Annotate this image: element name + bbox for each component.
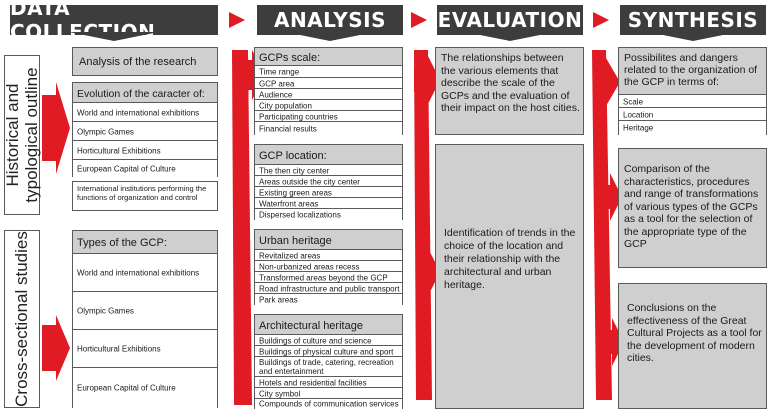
list-item: Participating countries <box>255 110 402 122</box>
list-item: Hotels and residential facilities <box>255 376 402 388</box>
list-item: Areas outside the city center <box>255 175 402 187</box>
list-item: Existing green areas <box>255 186 402 198</box>
evaluation-relationships-box: The relationships between the various elements that describe the scale of the GCPs and the evaluation of their impact on the host cities. <box>435 47 584 135</box>
header-evaluation: EVALUATION <box>437 5 583 35</box>
list-item: Horticultural Exhibitions <box>73 329 217 368</box>
types-title: Types of the GCP: <box>77 237 167 249</box>
list-item: Buildings of trade, catering, recreation and entertainment <box>255 356 402 377</box>
synthesis-possibilities-box: Possibilites and dangers related to the organization of the GCP in terms of: Scale Location Heritage <box>618 47 767 135</box>
list-item: Buildings of physical culture and sport <box>255 345 402 357</box>
list-item: Transformed areas beyond the GCP <box>255 271 402 283</box>
synthesis-conclusions-box: Conclusions on the effectiveness of the Great Cultural Projects as a tool for the development of modern cities. <box>618 283 767 409</box>
list-item: Horticultural Exhibitions <box>73 140 217 160</box>
list-item: Compounds of communication services <box>255 398 402 409</box>
architectural-heritage-box <box>254 314 403 409</box>
list-item: World and international exhibitions <box>73 253 217 292</box>
list-item: City population <box>255 99 402 111</box>
types-box <box>72 230 218 408</box>
institutions-box: International institutions performing the functions of organization and control <box>72 181 218 211</box>
list-item: Non-urbanized areas recess <box>255 260 402 272</box>
evolution-box <box>72 82 218 177</box>
list-item: Road infrastructure and public transport <box>255 282 402 294</box>
gcp-scale-box <box>254 47 403 135</box>
list-item: The then city center <box>255 164 402 176</box>
list-item: Financial results <box>255 121 402 135</box>
gcp-location-box <box>254 144 403 220</box>
list-item: City symbol <box>255 387 402 399</box>
list-item: Revitalized areas <box>255 249 402 261</box>
list-item: World and international exhibitions <box>73 102 217 122</box>
list-item: Olympic Games <box>73 291 217 330</box>
urban-heritage-title: Urban heritage <box>259 235 332 247</box>
list-item: Time range <box>255 65 402 78</box>
list-item: Olympic Games <box>73 121 217 141</box>
list-item: Scale <box>619 94 766 108</box>
list-item: Heritage <box>619 120 766 135</box>
side-label-historical: Historical and typological outline <box>3 67 41 203</box>
list-item: Location <box>619 107 766 121</box>
list-item: European Capital of Culture <box>73 159 217 177</box>
list-item: European Capital of Culture <box>73 367 217 408</box>
architectural-heritage-title: Architectural heritage <box>259 320 363 332</box>
evolution-title: Evolution of the caracter of: <box>77 88 205 100</box>
list-item: Dispersed localizations <box>255 208 402 220</box>
list-item: GCP area <box>255 77 402 89</box>
side-label-cross: Cross-sectional studies <box>12 231 31 407</box>
gcp-scale-title: GCPs scale: <box>259 52 321 64</box>
analysis-of-research-box: Analysis of the research <box>72 47 218 76</box>
header-synthesis: SYNTHESIS <box>620 5 766 35</box>
list-item: Buildings of culture and science <box>255 334 402 346</box>
list-item: Park areas <box>255 293 402 305</box>
urban-heritage-box <box>254 229 403 305</box>
list-item: Audience <box>255 88 402 100</box>
synthesis-comparison-box: Comparison of the characteristics, procedures and range of transformations of various types of the GCPs as a tool for the selection of the appropriate type of the GCP <box>618 148 767 268</box>
list-item: Waterfront areas <box>255 197 402 209</box>
gcp-location-title: GCP location: <box>259 150 327 162</box>
header-analysis: ANALYSIS <box>257 5 403 35</box>
evaluation-trends-box: Identification of trends in the choice of the location and their relationship with the architectural and urban heritage. <box>435 144 584 409</box>
header-data-collection: DATA COLLECTION <box>10 5 218 35</box>
